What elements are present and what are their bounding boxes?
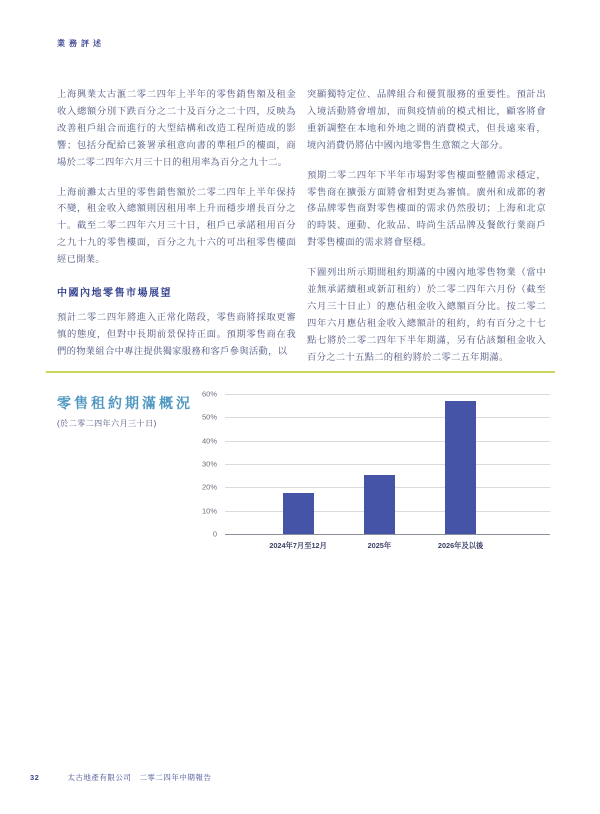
page-number: 32 xyxy=(30,773,40,782)
paragraph: 下圖列出所示期間租約期滿的中國內地零售物業（當中並無承諾續租或新訂租約）於二零二四年六月份（截至六月三十日止）的應佔租金收入總額百分比。按二零二四年六月應佔租金收入總額計的租約，約有百分之十七點七將於二零二四年下半年期滿，另有佔該類租金收入百分之二十五點二的租約將於二零二五年期滿。 xyxy=(307,267,546,362)
paragraph: 上海興業太古滙二零二四年上半年的零售銷售額及租金收入總額分別下跌百分之二十及百分之二十四，反映為改善租戶組合而進行的大型結構和改造工程所造成的影響；包括分配給已簽署承租意向書的準租戶的樓面，商場於二零二四年六月三十日的租用率為百分之九十二。 xyxy=(57,89,296,167)
gridline xyxy=(225,394,550,395)
chart-title: 零售租約期滿概況 xyxy=(57,395,193,411)
paragraph: 上海前灘太古里的零售銷售額於二零二四年上半年保持不變，租金收入總額則因租用率上升而穩步增長百分之十。截至二零二四年六月三十日，租戶已承諾租用百分之九十九的零售樓面，百分之九十六的可出租零售樓面經已開業。 xyxy=(57,186,296,265)
y-axis-tick-label: 40% xyxy=(201,436,217,446)
section-divider-line xyxy=(46,371,555,373)
y-axis-tick-label: 30% xyxy=(201,459,217,469)
right-column xyxy=(307,86,546,379)
y-axis-tick-label: 20% xyxy=(201,482,217,492)
paragraph: 預計二零二四年將進入正常化階段，零售商將採取更審慎的態度，但對中長期前景保持正面。預期零售商在我們的物業組合中專注提供獨家服務和客戶參與活動，以 xyxy=(57,312,296,356)
body-columns xyxy=(57,86,546,379)
footer-text: 太古地產有限公司 二零二四年中期報告 xyxy=(67,773,212,782)
y-axis-tick-label: 10% xyxy=(201,506,217,516)
x-axis-label: 2024年7月至12月 xyxy=(269,541,327,550)
gridline xyxy=(225,417,550,418)
gridline xyxy=(225,464,550,465)
y-axis-tick-label: 50% xyxy=(201,412,217,422)
chart-section xyxy=(46,371,555,586)
section-heading: 中國內地零售市場展望 xyxy=(57,288,172,300)
bar xyxy=(364,475,395,534)
bar xyxy=(283,493,314,534)
x-axis-line xyxy=(225,534,550,535)
gridline xyxy=(225,441,550,442)
x-axis-label: 2025年 xyxy=(367,541,392,550)
bar-chart xyxy=(201,389,550,550)
x-axis-label: 2026年及以後 xyxy=(437,541,484,550)
page-header-label: 業務評述 xyxy=(57,39,105,48)
paragraph: 預期二零二四年下半年市場對零售樓面整體需求穩定，零售商在擴張方面將會相對更為審慎。廣州和成都的奢侈品牌零售商對零售樓面的需求仍然殷切；上海和北京的時裝、運動、化妝品、時尚生活品牌及餐飲行業商戶對零售樓面的需求將會堅穩。 xyxy=(307,169,546,248)
y-axis-tick-label: 60% xyxy=(201,389,217,399)
chart-subtitle: (於二零二四年六月三十日) xyxy=(57,419,157,428)
y-axis-tick-label: 0 xyxy=(212,529,217,539)
page-footer xyxy=(30,772,211,783)
paragraph: 突顯獨特定位、品牌組合和優質服務的重要性。預計出入境活動將會增加，而與疫情前的模式相比，顧客將會重新調整在本地和外地之間的消費模式，但長遠來看，境內消費仍將佔中國內地零售生意額之大部分。 xyxy=(307,89,546,150)
left-column xyxy=(57,86,296,379)
bar xyxy=(445,401,476,534)
